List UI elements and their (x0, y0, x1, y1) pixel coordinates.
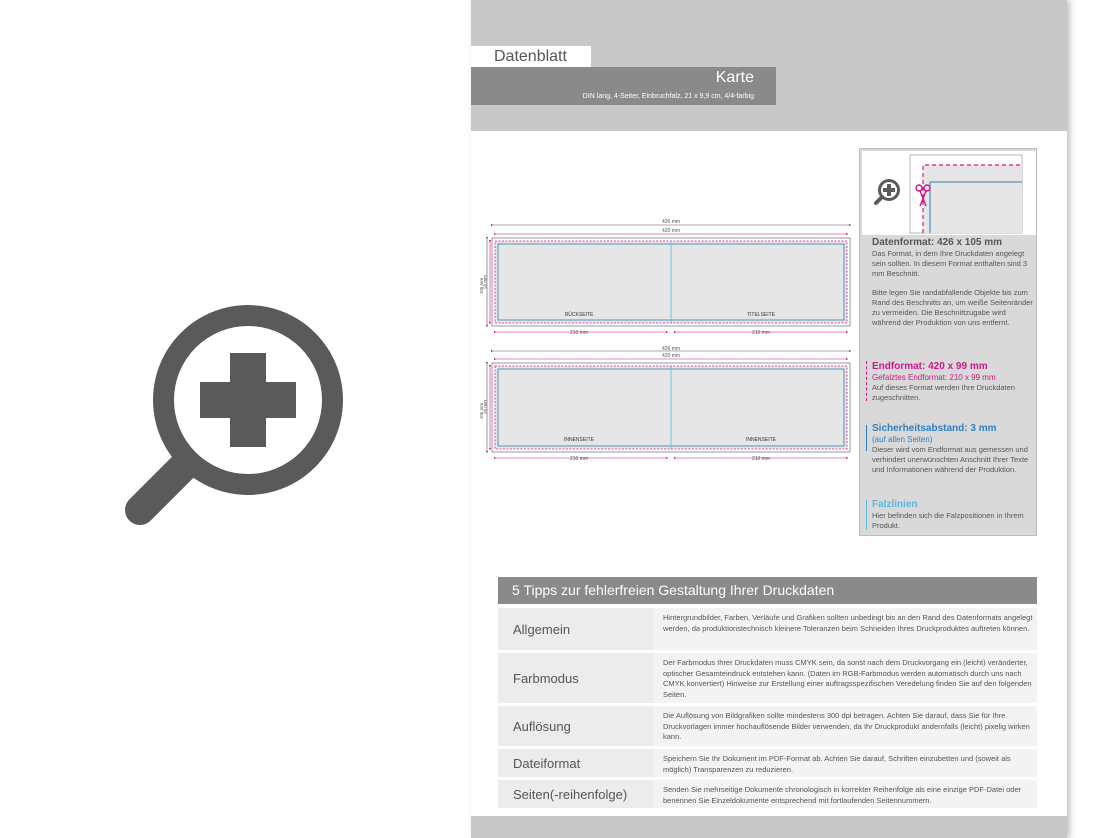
tip-label: Seiten(-reihenfolge) (513, 786, 628, 802)
sicherheitsabstand-title: Sicherheitsabstand: 3 mm (872, 423, 997, 434)
zoom-in-small-icon[interactable] (876, 179, 900, 203)
zoom-in-icon[interactable] (100, 285, 360, 550)
back-inner-height: 99 mm (482, 400, 488, 414)
front-right-half-width: 210 mm (751, 330, 771, 336)
endformat-title: Endformat: 420 x 99 mm (872, 361, 988, 372)
sicherheitsabstand-text: Dieser wird vom Endformat aus gemessen und verhindert unerwünschten Anschnitt Ihrer Texte und Informationen während der Produktion. (872, 445, 1029, 474)
falzlinien-marker (866, 500, 867, 530)
front-outer-height: 105 mm (479, 277, 484, 295)
detail-preview (862, 151, 1036, 235)
tip-row (498, 780, 1037, 808)
product-subtitle: DIN lang, 4-Seiter, Einbruchfalz, 21 x 9,9 cm, 4/4-farbig (582, 93, 754, 100)
tip-row (498, 608, 1037, 650)
front-inner-height: 99 mm (482, 275, 488, 289)
front-left-half-width: 210 mm (569, 330, 589, 336)
tip-text: Die Auflösung von Bildgrafiken sollte mindestens 300 dpi betragen. Achten Sie darauf, dass Sie für Ihre Druckvorlagen immer hochauflösende Bilder verwenden, da Ihr Druckprodukt andernfalls (leicht) pixelig wirken kann. (653, 706, 1037, 746)
tips-table (498, 608, 1037, 811)
tip-text: Der Farbmodus Ihrer Druckdaten muss CMYK sein, da sonst nach dem Druckvorgang ein (leicht) veränderter, optischer Gesamteindruck entstehen kann. (Daten im RGB-Farbmodus werden automatisch durch uns nach CMYK konvertiert) Hinweise zur Erstellung einer auftragsspezifischen Veredelung finden Sie auf den folgenden Seiten. (653, 653, 1037, 703)
tip-row (498, 706, 1037, 746)
back-right-label: INNENSEITE (745, 437, 777, 443)
tip-row (498, 749, 1037, 777)
tip-label: Dateiformat (513, 755, 581, 771)
sicherheitsabstand-subtitle: (auf allen Seiten) (872, 435, 933, 444)
sicherheitsabstand-marker (866, 425, 867, 451)
falzlinien-title: Falzlinien (872, 499, 918, 510)
endformat-subtitle: Gefalztes Endformat: 210 x 99 mm (872, 373, 996, 382)
falzlinien-block (872, 499, 1036, 531)
tip-text: Speichern Sie Ihr Dokument im PDF-Format ab. Achten Sie darauf, Schriften einzubetten und (soweit als möglich) Transparenzen zu reduzieren. (653, 749, 1037, 777)
tip-label: Allgemein (513, 621, 571, 637)
datenformat-hint: Bitte legen Sie randabfallende Objekte bis zum Rand des Beschnitts an, um weiße Seitenränder zu vermeiden. Die Beschnittzugabe wird während der Produktion von uns entfernt. (872, 288, 1033, 327)
tip-label: Farbmodus (513, 670, 579, 686)
endformat-text: Auf dieses Format werden Ihre Druckdaten zugeschnitten. (872, 383, 1015, 402)
front-outer-width: 426 mm (661, 219, 681, 225)
front-right-label: TITELSEITE (746, 312, 776, 318)
tip-label: Auflösung (513, 718, 571, 734)
falzlinien-text: Hier befinden sich die Falzpositionen in Ihrem Produkt. (872, 511, 1024, 530)
datenformat-text: Das Format, in dem Ihre Druckdaten angelegt sein sollten. In diesem Format enthalten sind 3 mm Beschnitt. (872, 249, 1028, 278)
back-outer-height: 105 mm (479, 402, 484, 420)
sicherheitsabstand-block (872, 423, 1036, 475)
tip-text: Senden Sie mehrseitige Dokumente chronologisch in korrekter Reihenfolge als eine einzige PDF-Datei oder benennen Sie Einzeldokumente entsprechend mit fortlaufenden Seitennummern. (653, 780, 1037, 808)
back-left-half-width: 210 mm (569, 456, 589, 462)
back-outer-width: 426 mm (661, 346, 681, 352)
tip-text: Hintergrundbilder, Farben, Verläufe und Grafiken sollten unbedingt bis an den Rand des Datenformats angelegt werden, da produktionstechnisch kleinere Toleranzen beim Schneiden Ihres Druckproduktes auftreten können. (653, 608, 1037, 650)
product-title-bar (471, 67, 776, 105)
back-inner-width: 420 mm (661, 353, 681, 359)
datasheet-tab: Datenblatt (471, 46, 591, 67)
front-inner-width: 420 mm (661, 228, 681, 234)
back-right-half-width: 210 mm (751, 456, 771, 462)
front-left-label: RÜCKSEITE (564, 312, 594, 318)
footer-band (471, 816, 1067, 838)
datenformat-title: Datenformat: 426 x 105 mm (872, 237, 1003, 248)
tip-row (498, 653, 1037, 703)
datenformat-block (872, 237, 1036, 328)
back-side-drawing (479, 346, 850, 462)
endformat-marker (866, 361, 867, 401)
endformat-block (872, 361, 1036, 403)
product-title: Karte (715, 69, 754, 86)
tips-title: 5 Tipps zur fehlerfreien Gestaltung Ihrer Druckdaten (498, 577, 1037, 604)
format-drawing (471, 214, 861, 474)
datasheet-page (471, 0, 1067, 838)
info-panel (859, 148, 1037, 536)
back-left-label: INNENSEITE (563, 437, 595, 443)
front-side-drawing (479, 219, 850, 336)
